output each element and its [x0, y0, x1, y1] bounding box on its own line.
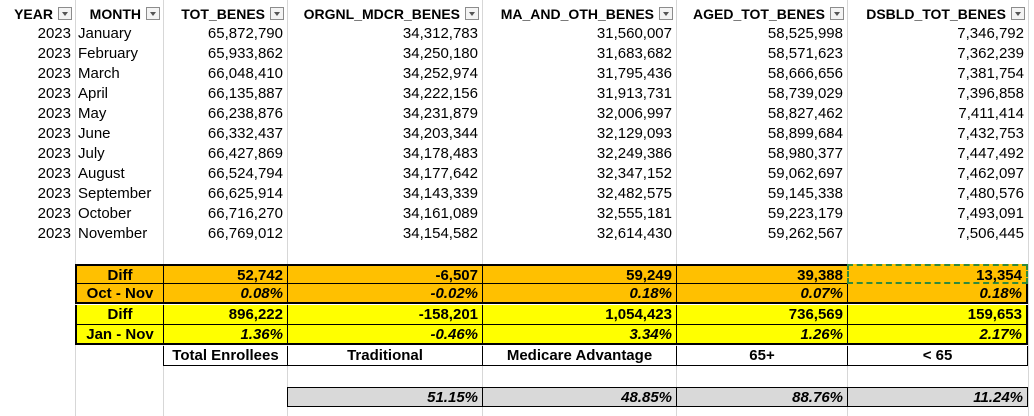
pct-cell[interactable]: -0.02% — [287, 284, 482, 304]
cell-ma-and-oth-benes[interactable]: 32,614,430 — [596, 225, 672, 242]
diff-cell[interactable]: -6,507 — [287, 264, 482, 284]
diff-jan-nov-pct-row — [0, 325, 1034, 345]
category-label[interactable]: < 65 — [847, 346, 1028, 366]
diff-oct-nov-pct-row — [0, 284, 1034, 304]
cell-aged-tot-benes[interactable]: 58,827,462 — [767, 105, 843, 122]
cell-year[interactable]: 2023 — [37, 45, 71, 62]
col-header-label: DSBLD_TOT_BENES — [866, 6, 1006, 22]
cell-aged-tot-benes[interactable]: 58,525,998 — [767, 25, 843, 42]
cell-tot-benes[interactable]: 66,524,794 — [207, 165, 283, 182]
cell-aged-tot-benes[interactable]: 59,223,179 — [767, 205, 843, 222]
filter-dropdown-icon[interactable] — [146, 7, 160, 20]
share-cell[interactable]: 51.15% — [287, 387, 482, 407]
diff-label[interactable]: Diff — [75, 264, 163, 284]
pct-cell[interactable]: -0.46% — [287, 325, 482, 345]
col-header-label: MONTH — [89, 6, 141, 22]
share-row — [0, 387, 1034, 407]
diff-cell[interactable]: -158,201 — [287, 305, 482, 325]
filter-dropdown-icon[interactable] — [659, 7, 673, 20]
cell-month[interactable]: November — [78, 225, 148, 242]
pct-cell[interactable]: 0.08% — [163, 284, 287, 304]
cell-month[interactable]: March — [78, 65, 120, 82]
cell-orgnl-mdcr-benes[interactable]: 34,252,974 — [402, 65, 478, 82]
col-header-label: MA_AND_OTH_BENES — [500, 6, 654, 22]
cell-tot-benes[interactable]: 66,716,270 — [207, 205, 283, 222]
diff-oct-nov-abs-row — [0, 264, 1034, 284]
cell-orgnl-mdcr-benes[interactable]: 34,231,879 — [402, 105, 478, 122]
cell-dsbld-tot-benes[interactable]: 7,346,792 — [957, 25, 1024, 42]
share-cell[interactable]: 11.24% — [847, 387, 1028, 407]
cell-aged-tot-benes[interactable]: 59,062,697 — [767, 165, 843, 182]
cell-ma-and-oth-benes[interactable]: 32,482,575 — [596, 185, 672, 202]
pct-cell[interactable]: 0.07% — [676, 284, 847, 304]
cell-aged-tot-benes[interactable]: 58,666,656 — [767, 65, 843, 82]
cell-aged-tot-benes[interactable]: 58,980,377 — [767, 145, 843, 162]
cell-year[interactable]: 2023 — [37, 105, 71, 122]
pct-cell[interactable]: 0.18% — [482, 284, 676, 304]
col-header-year[interactable] — [0, 4, 75, 24]
cell-aged-tot-benes[interactable]: 58,739,029 — [767, 85, 843, 102]
cell-ma-and-oth-benes[interactable]: 32,347,152 — [596, 165, 672, 182]
cell-aged-tot-benes[interactable]: 59,145,338 — [767, 185, 843, 202]
pct-cell[interactable]: 1.26% — [676, 325, 847, 345]
cell-year[interactable]: 2023 — [37, 205, 71, 222]
cell-tot-benes[interactable]: 66,769,012 — [207, 225, 283, 242]
cell-orgnl-mdcr-benes[interactable]: 34,178,483 — [402, 145, 478, 162]
cell-dsbld-tot-benes[interactable]: 7,381,754 — [957, 65, 1024, 82]
cell-dsbld-tot-benes[interactable]: 7,462,097 — [957, 165, 1024, 182]
col-header-orgnl-mdcr-benes[interactable] — [287, 4, 482, 24]
col-header-month[interactable] — [75, 4, 163, 24]
cell-ma-and-oth-benes[interactable]: 31,560,007 — [596, 25, 672, 42]
table-row — [0, 24, 1034, 44]
cell-dsbld-tot-benes[interactable]: 7,396,858 — [957, 85, 1024, 102]
cell-dsbld-tot-benes[interactable]: 7,362,239 — [957, 45, 1024, 62]
cell-orgnl-mdcr-benes[interactable]: 34,222,156 — [402, 85, 478, 102]
col-header-label: AGED_TOT_BENES — [693, 6, 825, 22]
cell-month[interactable]: August — [78, 165, 125, 182]
diff-cell[interactable]: 59,249 — [482, 264, 676, 284]
cell-year[interactable]: 2023 — [37, 125, 71, 142]
pct-cell[interactable]: 0.18% — [847, 284, 1028, 304]
table-row — [0, 224, 1034, 244]
cell-month[interactable]: July — [78, 145, 105, 162]
table-row — [0, 64, 1034, 84]
cell-aged-tot-benes[interactable]: 59,262,567 — [767, 225, 843, 242]
cell-year[interactable]: 2023 — [37, 25, 71, 42]
cell-tot-benes[interactable]: 66,332,437 — [207, 125, 283, 142]
filter-dropdown-icon[interactable] — [270, 7, 284, 20]
table-row — [0, 44, 1034, 64]
cell-month[interactable]: February — [78, 45, 139, 62]
cell-tot-benes[interactable]: 66,238,876 — [207, 105, 283, 122]
cell-ma-and-oth-benes[interactable]: 31,913,731 — [596, 85, 672, 102]
filter-dropdown-icon[interactable] — [58, 7, 72, 20]
cell-tot-benes[interactable]: 66,427,869 — [207, 145, 283, 162]
cell-year[interactable]: 2023 — [37, 145, 71, 162]
cell-month[interactable]: October — [78, 205, 132, 222]
selected-cell[interactable]: 13,354 — [847, 264, 1028, 284]
col-header-label: YEAR — [14, 6, 53, 22]
pct-cell[interactable]: 3.34% — [482, 325, 676, 345]
diff-period-label[interactable]: Oct - Nov — [75, 284, 163, 304]
diff-label[interactable]: Diff — [75, 305, 163, 325]
cell-dsbld-tot-benes[interactable]: 7,480,576 — [957, 185, 1024, 202]
diff-cell[interactable]: 736,569 — [676, 305, 847, 325]
cell-dsbld-tot-benes[interactable]: 7,447,492 — [957, 145, 1024, 162]
share-cell[interactable]: 88.76% — [676, 387, 847, 407]
cell-orgnl-mdcr-benes[interactable]: 34,161,089 — [402, 205, 478, 222]
table-row — [0, 124, 1034, 144]
cell-dsbld-tot-benes[interactable]: 7,411,414 — [958, 105, 1024, 122]
category-label[interactable]: Traditional — [287, 346, 482, 366]
cell-ma-and-oth-benes[interactable]: 32,006,997 — [596, 105, 672, 122]
cell-dsbld-tot-benes[interactable]: 7,432,753 — [957, 125, 1024, 142]
cell-orgnl-mdcr-benes[interactable]: 34,250,180 — [402, 45, 478, 62]
category-row — [0, 346, 1034, 366]
cell-ma-and-oth-benes[interactable]: 31,683,682 — [596, 45, 672, 62]
cell-tot-benes[interactable]: 66,048,410 — [207, 65, 283, 82]
cell-year[interactable]: 2023 — [37, 85, 71, 102]
cell-tot-benes[interactable]: 65,872,790 — [207, 25, 283, 42]
cell-dsbld-tot-benes[interactable]: 7,506,445 — [957, 225, 1024, 242]
cell-aged-tot-benes[interactable]: 58,571,623 — [767, 45, 843, 62]
table-row — [0, 184, 1034, 204]
category-label[interactable]: 65+ — [676, 346, 847, 366]
diff-cell[interactable]: 159,653 — [847, 305, 1028, 325]
filter-dropdown-icon[interactable] — [1011, 7, 1025, 20]
cell-ma-and-oth-benes[interactable]: 31,795,436 — [596, 65, 672, 82]
col-header-ma-and-oth-benes[interactable] — [482, 4, 676, 24]
pct-cell[interactable]: 1.36% — [163, 325, 287, 345]
pct-cell[interactable]: 2.17% — [847, 325, 1028, 345]
cell-tot-benes[interactable]: 65,933,862 — [207, 45, 283, 62]
cell-orgnl-mdcr-benes[interactable]: 34,143,339 — [402, 185, 478, 202]
cell-dsbld-tot-benes[interactable]: 7,493,091 — [957, 205, 1024, 222]
cell-ma-and-oth-benes[interactable]: 32,249,386 — [596, 145, 672, 162]
cell-tot-benes[interactable]: 66,625,914 — [207, 185, 283, 202]
col-header-tot-benes[interactable] — [163, 4, 287, 24]
table-row — [0, 144, 1034, 164]
col-header-label: TOT_BENES — [181, 6, 265, 22]
cell-month[interactable]: June — [78, 125, 111, 142]
share-cell[interactable]: 48.85% — [482, 387, 676, 407]
diff-cell[interactable]: 896,222 — [163, 305, 287, 325]
diff-jan-nov-abs-row — [0, 305, 1034, 325]
cell-orgnl-mdcr-benes[interactable]: 34,177,642 — [402, 165, 478, 182]
table-row — [0, 204, 1034, 224]
diff-period-label[interactable]: Jan - Nov — [75, 325, 163, 345]
diff-cell[interactable]: 39,388 — [676, 264, 847, 284]
col-header-label: ORGNL_MDCR_BENES — [303, 6, 460, 22]
table-row — [0, 104, 1034, 124]
header-row — [0, 4, 1034, 24]
category-label[interactable]: Medicare Advantage — [482, 346, 676, 366]
cell-orgnl-mdcr-benes[interactable]: 34,312,783 — [402, 25, 478, 42]
cell-month[interactable]: September — [78, 185, 152, 202]
cell-year[interactable]: 2023 — [37, 165, 71, 182]
cell-month[interactable]: January — [78, 25, 132, 42]
cell-orgnl-mdcr-benes[interactable]: 34,154,582 — [402, 225, 478, 242]
cell-month[interactable]: May — [78, 105, 107, 122]
category-label[interactable]: Total Enrollees — [163, 346, 287, 366]
cell-ma-and-oth-benes[interactable]: 32,555,181 — [596, 205, 672, 222]
filter-dropdown-icon[interactable] — [830, 7, 844, 20]
diff-cell[interactable]: 52,742 — [163, 264, 287, 284]
cell-year[interactable]: 2023 — [37, 225, 71, 242]
cell-year[interactable]: 2023 — [37, 185, 71, 202]
cell-aged-tot-benes[interactable]: 58,899,684 — [767, 125, 843, 142]
cell-ma-and-oth-benes[interactable]: 32,129,093 — [596, 125, 672, 142]
filter-dropdown-icon[interactable] — [465, 7, 479, 20]
col-header-aged-tot-benes[interactable] — [676, 4, 847, 24]
diff-cell[interactable]: 1,054,423 — [482, 305, 676, 325]
col-header-dsbld-tot-benes[interactable] — [847, 4, 1028, 24]
cell-tot-benes[interactable]: 66,135,887 — [207, 85, 283, 102]
cell-year[interactable]: 2023 — [37, 65, 71, 82]
table-row — [0, 84, 1034, 104]
cell-month[interactable]: April — [78, 85, 109, 102]
table-row — [0, 164, 1034, 184]
cell-orgnl-mdcr-benes[interactable]: 34,203,344 — [402, 125, 478, 142]
